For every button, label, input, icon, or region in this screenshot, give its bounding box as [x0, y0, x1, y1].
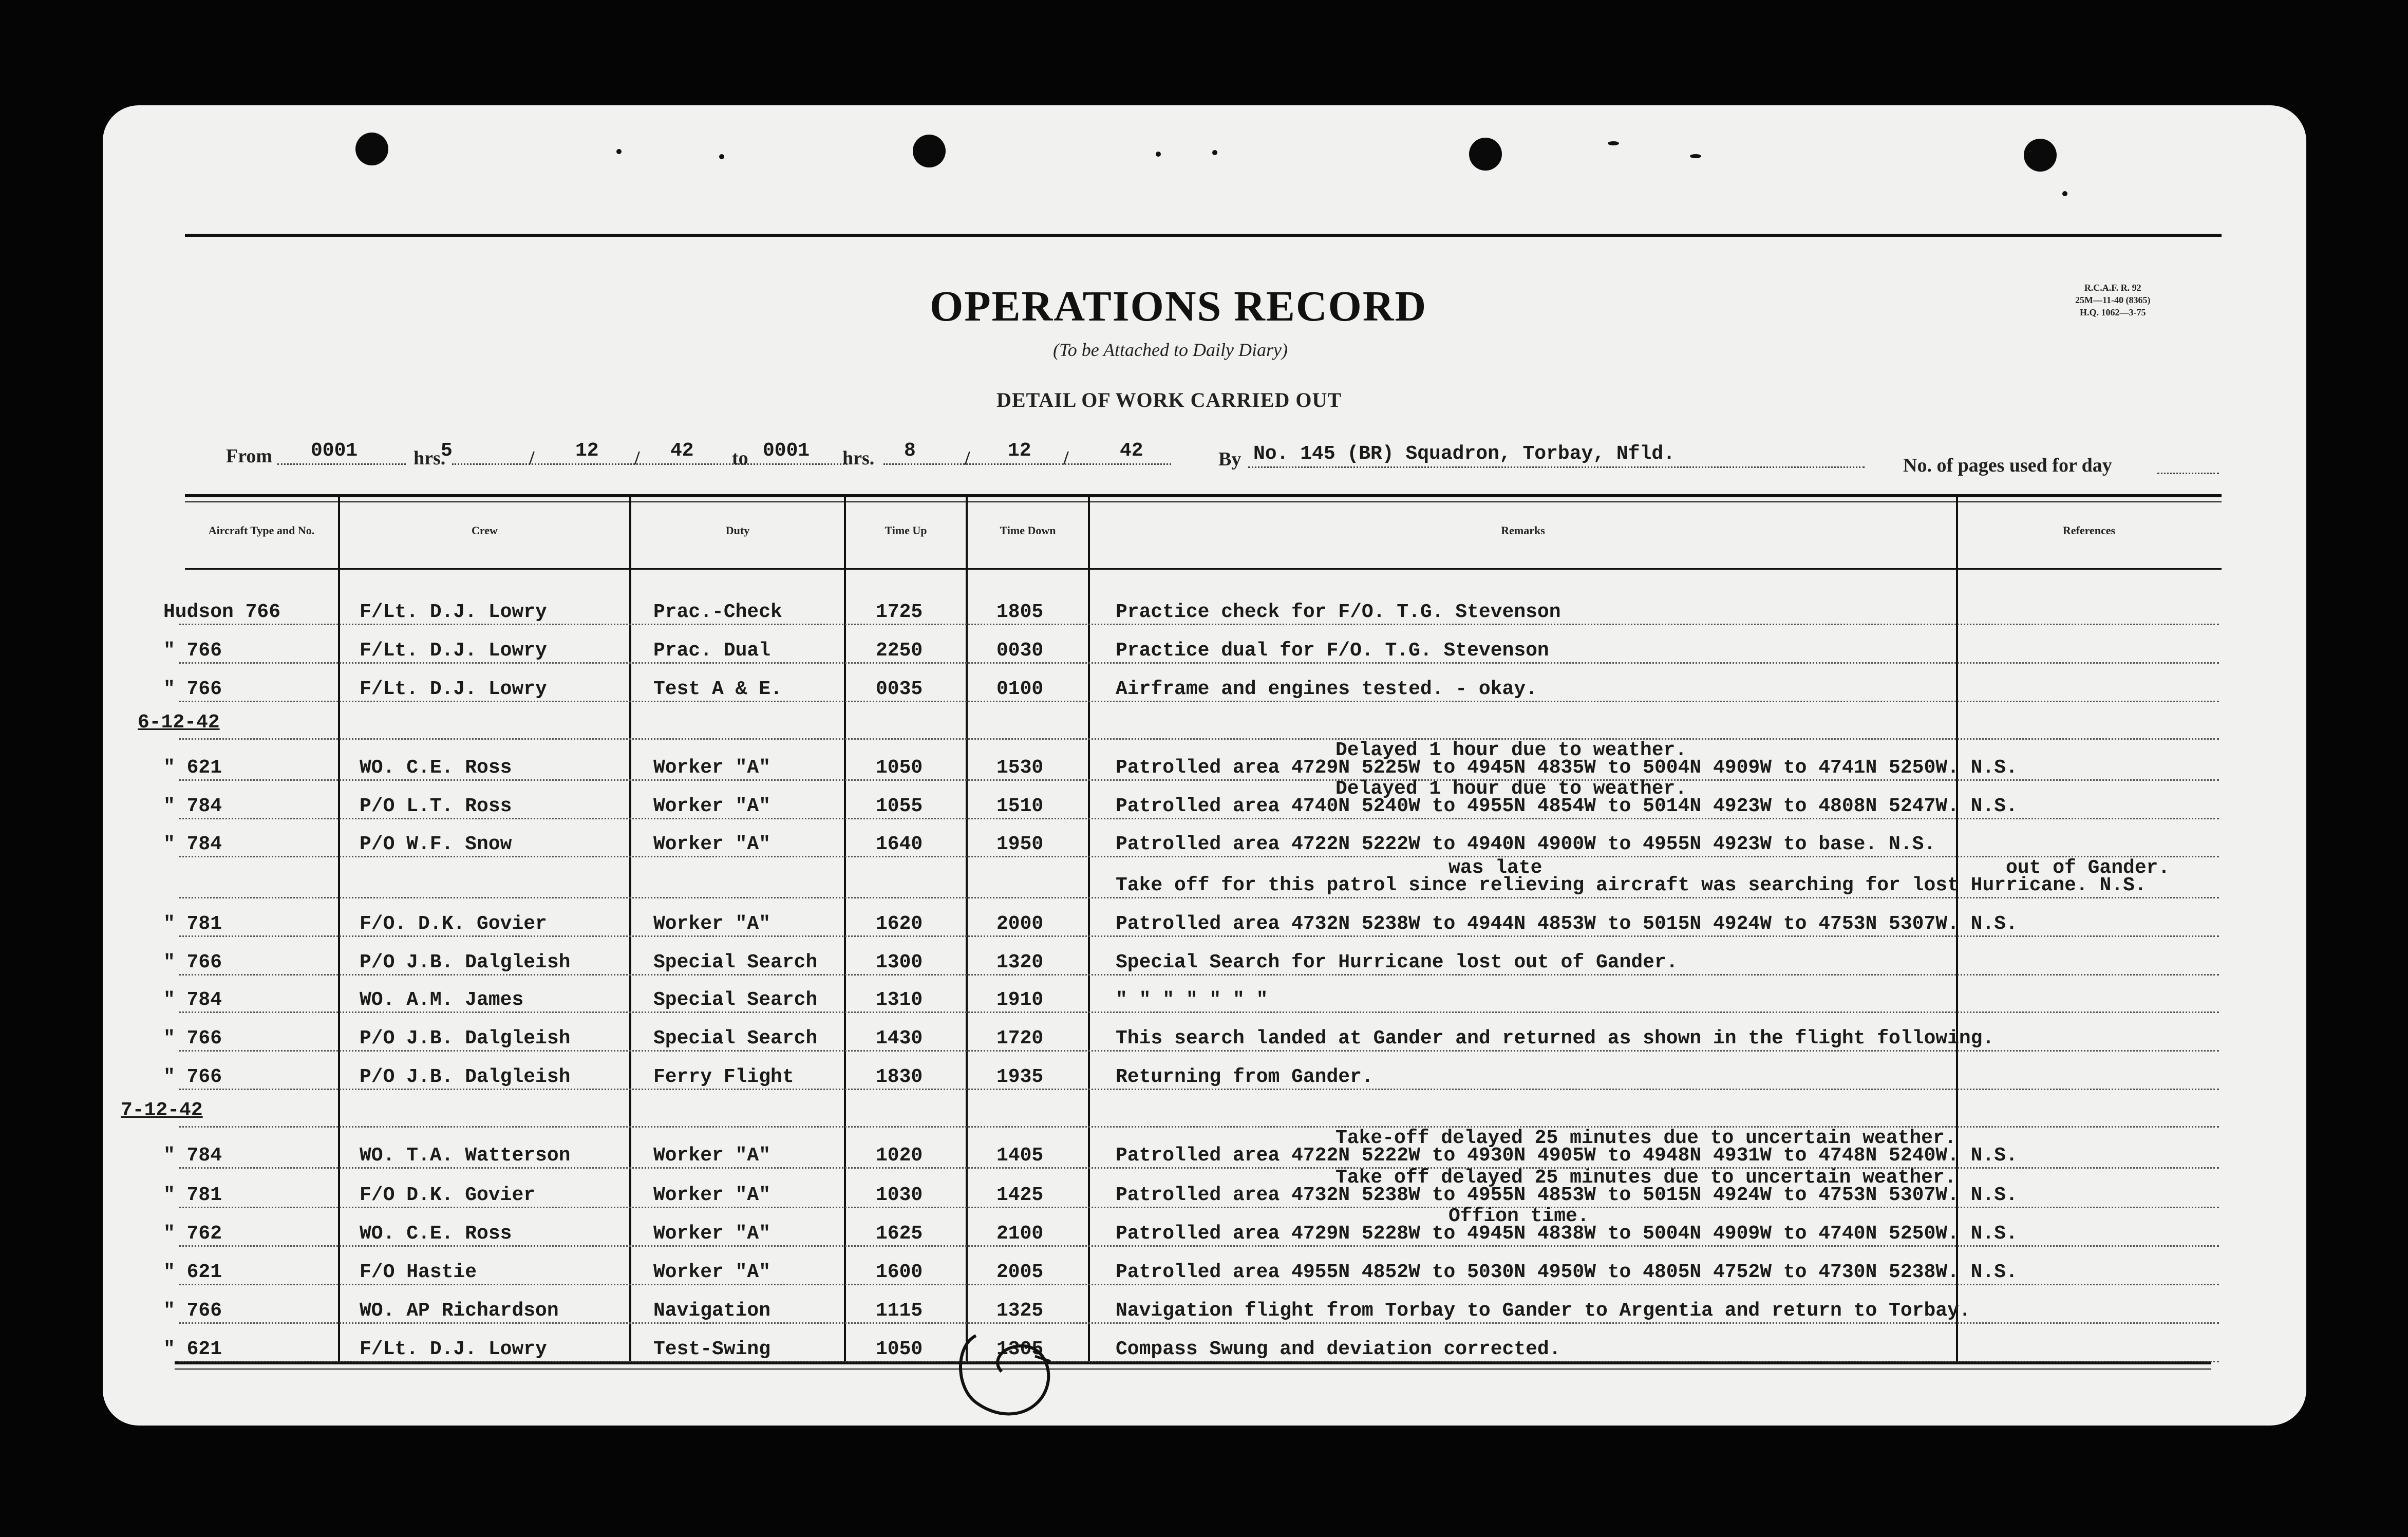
col-header-duty: Duty	[725, 524, 750, 537]
row-rule	[179, 897, 2219, 898]
time-down-cell: 2000	[996, 913, 1044, 935]
duty-cell: Worker "A"	[653, 795, 771, 817]
duty-cell: Test A & E.	[653, 678, 782, 700]
remarks-cell: Patrolled area 4729N 5225W to 4945N 4835W to 5004N 4909W to 4741N 5250W. N.S.	[1116, 757, 2018, 779]
remarks-annotation: was late	[1448, 857, 1542, 879]
crew-cell: F/Lt. D.J. Lowry	[360, 601, 547, 623]
remarks-annotation: Take off delayed 25 minutes due to uncertain weather.	[1335, 1167, 1956, 1189]
table-bottom-rule-thin	[175, 1369, 2211, 1370]
time-up-cell: 1310	[876, 989, 923, 1011]
to-label: to	[732, 447, 748, 469]
time-down-cell: 1530	[996, 757, 1044, 779]
remarks-cell: Returning from Gander.	[1116, 1066, 1374, 1088]
remarks-cell: Patrolled area 4722N 5222W to 4930N 4905W to 4948N 4931W to 4748N 5240W. N.S.	[1116, 1145, 2018, 1167]
row-rule	[179, 779, 2219, 781]
duty-cell: Worker "A"	[653, 757, 771, 779]
remarks-cell: Take off for this patrol since relieving aircraft was searching for lost Hurricane. N.S.	[1116, 874, 2147, 896]
remarks-cell: Navigation flight from Torbay to Gander to Argentia and return to Torbay.	[1116, 1300, 1971, 1322]
page-subtitle: (To be Attached to Daily Diary)	[1053, 340, 1288, 360]
binder-hole	[2024, 139, 2057, 172]
to-year: 42	[1120, 440, 1143, 462]
remarks-cell: " " " " " " "	[1116, 989, 1268, 1011]
row-rule	[179, 1284, 2219, 1285]
row-rule	[179, 1322, 2219, 1324]
aircraft-cell: " 784	[163, 989, 222, 1011]
duty-cell: Worker "A"	[653, 1261, 771, 1283]
speck	[1156, 152, 1161, 157]
aircraft-cell: " 766	[163, 678, 222, 700]
aircraft-cell: " 621	[163, 1261, 222, 1283]
crew-cell: P/O L.T. Ross	[360, 795, 512, 817]
row-rule	[179, 1207, 2219, 1208]
time-down-cell: 1425	[996, 1184, 1044, 1206]
col-header-aircraft: Aircraft Type and No.	[208, 524, 315, 537]
aircraft-cell: Hudson 766	[163, 601, 281, 623]
speck	[2062, 191, 2067, 196]
crew-cell: P/O J.B. Dalgleish	[360, 1027, 571, 1049]
date-heading: 7-12-42	[121, 1099, 203, 1121]
crew-cell: WO. AP Richardson	[360, 1300, 559, 1322]
time-up-cell: 1725	[876, 601, 923, 623]
time-up-cell: 1640	[876, 833, 923, 855]
remarks-cell: Patrolled area 4740N 5240W to 4955N 4854W to 5014N 4923W to 4808N 5247W. N.S.	[1116, 795, 2018, 817]
row-rule	[179, 1089, 2219, 1090]
duty-cell: Prac. Dual	[653, 640, 771, 662]
time-down-cell: 1950	[996, 833, 1044, 855]
col-divider	[629, 496, 631, 1364]
aircraft-cell: " 766	[163, 1027, 222, 1049]
col-header-time-up: Time Up	[885, 524, 927, 537]
row-rule	[179, 974, 2219, 976]
time-up-cell: 1030	[876, 1184, 923, 1206]
row-rule	[179, 738, 2219, 740]
aircraft-cell: " 784	[163, 1145, 222, 1167]
from-day: 5	[441, 440, 453, 462]
time-down-cell: 0100	[996, 678, 1044, 700]
remarks-cell: Patrolled area 4732N 5238W to 4944N 4853W to 5015N 4924W to 4753N 5307W. N.S.	[1116, 913, 2018, 935]
remarks-cell: Patrolled area 4955N 4852W to 5030N 4950W to 4805N 4752W to 4730N 5238W. N.S.	[1116, 1261, 2018, 1283]
crew-cell: F/O D.K. Govier	[360, 1184, 536, 1206]
time-down-cell: 1405	[996, 1145, 1044, 1167]
duty-cell: Ferry Flight	[653, 1066, 794, 1088]
aircraft-cell: " 766	[163, 951, 222, 973]
remarks-cell: Compass Swung and deviation corrected.	[1116, 1338, 1561, 1360]
date-heading: 6-12-42	[138, 711, 220, 734]
duty-cell: Special Search	[653, 989, 818, 1011]
form-code-line: H.Q. 1062—3-75	[2079, 307, 2146, 317]
form-code-line: 25M—11-40 (8365)	[2075, 295, 2151, 305]
row-rule	[179, 1011, 2219, 1013]
row-rule	[179, 624, 2219, 625]
remarks-cell: Practice dual for F/O. T.G. Stevenson	[1116, 640, 1549, 662]
crew-cell: WO. C.E. Ross	[360, 757, 512, 779]
header-bottom-rule	[185, 568, 2222, 570]
time-up-cell: 1600	[876, 1261, 923, 1283]
col-header-remarks: Remarks	[1501, 524, 1545, 537]
speck	[1690, 154, 1701, 158]
unit-name: No. 145 (BR) Squadron, Torbay, Nfld.	[1253, 443, 1675, 465]
duty-cell: Special Search	[653, 951, 818, 973]
speck	[616, 149, 622, 154]
table-top-rule-thin	[185, 501, 2222, 502]
slash: /	[1063, 447, 1069, 469]
row-rule	[179, 1361, 2219, 1362]
col-header-crew: Crew	[472, 524, 498, 537]
hrs-label: hrs.	[413, 447, 446, 469]
col-header-references: References	[2062, 524, 2116, 537]
duty-cell: Special Search	[653, 1027, 818, 1049]
remarks-annotation: Delayed 1 hour due to weather.	[1335, 778, 1687, 800]
fill-line	[883, 463, 1171, 465]
crew-cell: P/O W.F. Snow	[360, 833, 512, 855]
fill-line	[452, 463, 848, 465]
aircraft-cell: " 766	[163, 640, 222, 662]
col-divider	[338, 496, 340, 1364]
aircraft-cell: " 781	[163, 1184, 222, 1206]
section-heading: DETAIL OF WORK CARRIED OUT	[996, 388, 1342, 411]
from-label: From	[226, 445, 273, 467]
hrs-label: hrs.	[842, 447, 875, 469]
by-label: By	[1218, 448, 1241, 470]
top-rule	[185, 234, 2222, 237]
duty-cell: Worker "A"	[653, 833, 771, 855]
crew-cell: F/O Hastie	[360, 1261, 477, 1283]
col-divider	[844, 496, 846, 1364]
time-up-cell: 1625	[876, 1223, 923, 1245]
remarks-cell: Practice check for F/O. T.G. Stevenson	[1116, 601, 1561, 623]
remarks-cell: Airframe and engines tested. - okay.	[1116, 678, 1537, 700]
remarks-cell: This search landed at Gander and returned as shown in the flight following.	[1116, 1027, 1995, 1049]
binder-hole	[1469, 138, 1502, 171]
aircraft-cell: " 784	[163, 795, 222, 817]
slash: /	[965, 447, 970, 469]
to-month: 12	[1008, 440, 1031, 462]
from-time: 0001	[311, 440, 358, 462]
duty-cell: Test-Swing	[653, 1338, 771, 1360]
fill-line	[1248, 466, 1865, 468]
remarks-cell: Patrolled area 4722N 5222W to 4940N 4900W to 4955N 4923W to base. N.S.	[1116, 833, 1936, 855]
handwritten-circle	[945, 1325, 1074, 1428]
crew-cell: WO. T.A. Watterson	[360, 1145, 571, 1167]
speck	[1212, 150, 1217, 155]
col-header-time-down: Time Down	[1000, 524, 1056, 537]
time-up-cell: 0035	[876, 678, 923, 700]
time-up-cell: 1020	[876, 1145, 923, 1167]
binder-hole	[355, 133, 388, 165]
time-down-cell: 1910	[996, 989, 1044, 1011]
aircraft-cell: " 784	[163, 833, 222, 855]
duty-cell: Prac.-Check	[653, 601, 782, 623]
crew-cell: P/O J.B. Dalgleish	[360, 951, 571, 973]
duty-cell: Worker "A"	[653, 913, 771, 935]
row-rule	[179, 1050, 2219, 1052]
from-year: 42	[670, 440, 694, 462]
slash: /	[634, 447, 640, 469]
time-down-cell: 2100	[996, 1223, 1044, 1245]
pages-label: No. of pages used for day	[1903, 455, 2112, 476]
time-down-cell: 1305	[996, 1338, 1044, 1360]
time-up-cell: 1050	[876, 1338, 923, 1360]
aircraft-cell: " 762	[163, 1223, 222, 1245]
crew-cell: F/Lt. D.J. Lowry	[360, 640, 547, 662]
time-up-cell: 2250	[876, 640, 923, 662]
duty-cell: Worker "A"	[653, 1223, 771, 1245]
remarks-annotation: Offion time.	[1448, 1205, 1589, 1227]
to-day: 8	[904, 440, 916, 462]
time-down-cell: 1320	[996, 951, 1044, 973]
crew-cell: F/Lt. D.J. Lowry	[360, 1338, 547, 1360]
aircraft-cell: " 621	[163, 1338, 222, 1360]
remarks-annotation: out of Gander.	[2006, 857, 2170, 879]
from-month: 12	[575, 440, 599, 462]
row-rule	[179, 856, 2219, 857]
time-up-cell: 1300	[876, 951, 923, 973]
time-up-cell: 1050	[876, 757, 923, 779]
speck	[1608, 141, 1619, 145]
form-code-line: R.C.A.F. R. 92	[2084, 283, 2141, 293]
time-up-cell: 1430	[876, 1027, 923, 1049]
time-up-cell: 1055	[876, 795, 923, 817]
row-rule	[179, 662, 2219, 664]
remarks-cell: Patrolled area 4732N 5238W to 4955N 4853W to 5015N 4924W to 4753N 5307W. N.S.	[1116, 1184, 2018, 1206]
time-down-cell: 0030	[996, 640, 1044, 662]
aircraft-cell: " 621	[163, 757, 222, 779]
remarks-annotation: Take-off delayed 25 minutes due to uncertain weather.	[1335, 1127, 1956, 1149]
fill-line	[2157, 473, 2219, 474]
crew-cell: P/O J.B. Dalgleish	[360, 1066, 571, 1088]
time-up-cell: 1830	[876, 1066, 923, 1088]
page-title: OPERATIONS RECORD	[930, 283, 1427, 330]
crew-cell: WO. C.E. Ross	[360, 1223, 512, 1245]
time-down-cell: 1325	[996, 1300, 1044, 1322]
time-up-cell: 1620	[876, 913, 923, 935]
fill-line	[277, 463, 406, 465]
duty-cell: Navigation	[653, 1300, 771, 1322]
aircraft-cell: " 766	[163, 1066, 222, 1088]
remarks-cell: Patrolled area 4729N 5228W to 4945N 4838W to 5004N 4909W to 4740N 5250W. N.S.	[1116, 1223, 2018, 1245]
row-rule	[179, 1245, 2219, 1247]
col-divider	[966, 496, 968, 1364]
time-up-cell: 1115	[876, 1300, 923, 1322]
col-divider	[1088, 496, 1090, 1364]
row-rule	[179, 818, 2219, 819]
time-down-cell: 2005	[996, 1261, 1044, 1283]
table-top-rule	[185, 494, 2222, 497]
speck	[719, 154, 724, 159]
to-time: 0001	[763, 440, 810, 462]
aircraft-cell: " 766	[163, 1300, 222, 1322]
row-rule	[179, 701, 2219, 702]
time-down-cell: 1510	[996, 795, 1044, 817]
crew-cell: F/Lt. D.J. Lowry	[360, 678, 547, 700]
remarks-cell: Special Search for Hurricane lost out of Gander.	[1116, 951, 1678, 973]
time-down-cell: 1805	[996, 601, 1044, 623]
aircraft-cell: " 781	[163, 913, 222, 935]
duty-cell: Worker "A"	[653, 1145, 771, 1167]
slash: /	[529, 447, 535, 469]
crew-cell: WO. A.M. James	[360, 989, 524, 1011]
duty-cell: Worker "A"	[653, 1184, 771, 1206]
remarks-annotation: Delayed 1 hour due to weather.	[1335, 739, 1687, 761]
row-rule	[179, 935, 2219, 937]
time-down-cell: 1720	[996, 1027, 1044, 1049]
binder-hole	[913, 135, 946, 167]
crew-cell: F/O. D.K. Govier	[360, 913, 547, 935]
time-down-cell: 1935	[996, 1066, 1044, 1088]
form-code	[2075, 282, 2150, 318]
